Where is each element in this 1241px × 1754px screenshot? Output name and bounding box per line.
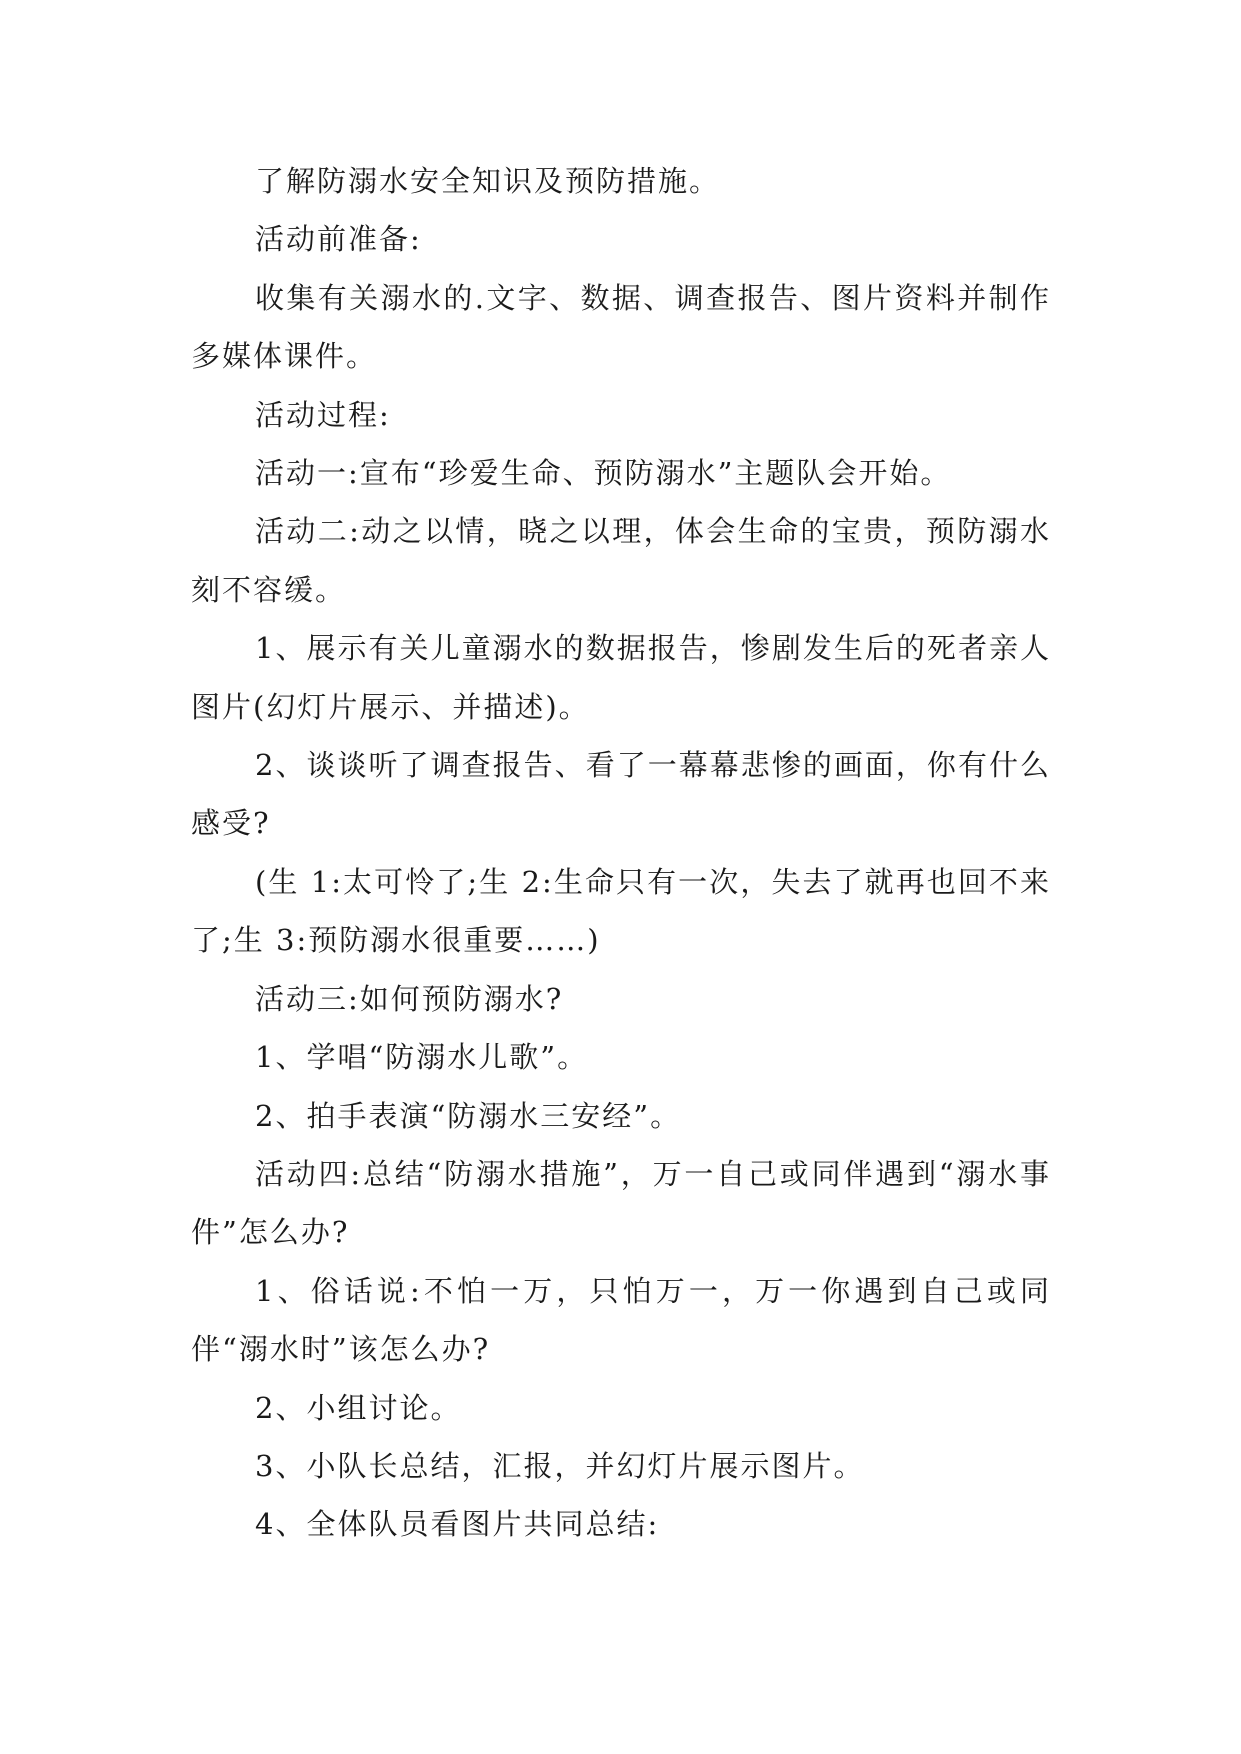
paragraph-activity-two-step-2: 2、谈谈听了调查报告、看了一幕幕悲惨的画面，你有什么感受? bbox=[191, 748, 1051, 841]
paragraph-activity-four-step-3: 3、小队长总结，汇报，并幻灯片展示图片。 bbox=[255, 1448, 865, 1483]
paragraph-activity-four-step-1: 1、俗话说:不怕一万，只怕万一，万一你遇到自己或同伴“溺水时”该怎么办? bbox=[191, 1273, 1051, 1367]
document-body bbox=[191, 152, 1051, 1554]
paragraph-objective: 了解防溺水安全知识及预防措施。 bbox=[255, 164, 721, 198]
paragraph-activity-four: 活动四:总结“防溺水措施”，万一自己或同伴遇到“溺水事件”怎么办? bbox=[191, 1156, 1051, 1250]
paragraph-activity-three-step-2: 2、拍手表演“防溺水三安经”。 bbox=[255, 1098, 682, 1133]
paragraph-activity-three-step-1: 1、学唱“防溺水儿歌”。 bbox=[255, 1040, 589, 1075]
paragraph-activity-four-step-4: 4、全体队员看图片共同总结: bbox=[255, 1507, 660, 1542]
paragraph-preparation-heading: 活动前准备: bbox=[255, 222, 422, 257]
paragraph-activity-four-step-2: 2、小组讨论。 bbox=[255, 1390, 462, 1425]
paragraph-activity-three: 活动三:如何预防溺水? bbox=[255, 981, 564, 1016]
paragraph-process-heading: 活动过程: bbox=[255, 397, 391, 432]
paragraph-student-responses: (生 1:太可怜了;生 2:生命只有一次，失去了就再也回不来了;生 3:预防溺水很重要……) bbox=[191, 864, 1051, 958]
paragraph-activity-two: 活动二:动之以情，晓之以理，体会生命的宝贵，预防溺水刻不容缓。 bbox=[191, 514, 1051, 607]
paragraph-preparation: 收集有关溺水的.文字、数据、调查报告、图片资料并制作多媒体课件。 bbox=[191, 280, 1051, 374]
paragraph-activity-two-step-1: 1、展示有关儿童溺水的数据报告，惨剧发生后的死者亲人图片(幻灯片展示、并描述)。 bbox=[191, 631, 1051, 724]
paragraph-activity-one: 活动一:宣布“珍爱生命、预防溺水”主题队会开始。 bbox=[255, 456, 952, 491]
